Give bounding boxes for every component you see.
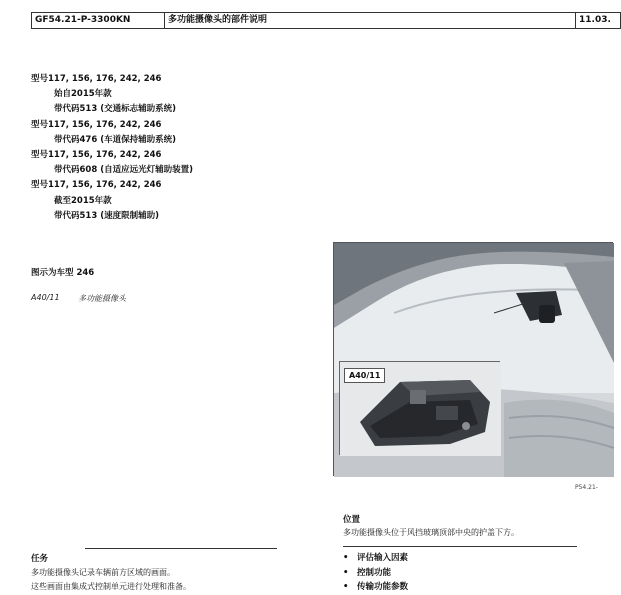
list-item: • 评估输入因素 bbox=[343, 553, 409, 563]
function-list bbox=[343, 551, 408, 595]
legend-text: 多功能摄像头 bbox=[78, 294, 126, 303]
position-title: 位置 bbox=[343, 515, 361, 525]
divider bbox=[343, 546, 577, 547]
detail-line: 带代码476 (车道保持辅助系统) bbox=[54, 134, 176, 145]
task-text bbox=[31, 566, 191, 593]
list-item: • 传输功能参数 bbox=[343, 582, 409, 592]
model-line: 型号117, 156, 176, 242, 246 bbox=[31, 180, 162, 191]
doc-date: 11.03. bbox=[579, 15, 611, 25]
inset-label: A40/11 bbox=[344, 368, 385, 383]
figure-caption: 图示为车型 246 bbox=[31, 268, 95, 278]
detail-line: 带代码513 (交通标志辅助系统) bbox=[54, 104, 176, 115]
doc-id: GF54.21-P-3300KN bbox=[32, 13, 165, 28]
model-line: 型号117, 156, 176, 242, 246 bbox=[31, 150, 162, 161]
figure-ref: P54.21- bbox=[575, 484, 598, 491]
detail-line: 带代码513 (速度限制辅助) bbox=[54, 210, 159, 221]
divider bbox=[85, 548, 277, 549]
list-item: • 控制功能 bbox=[343, 567, 392, 578]
detail-line: 带代码608 (自适应远光灯辅助装置) bbox=[54, 165, 193, 176]
applicability-list bbox=[31, 72, 193, 224]
detail-line: 始自2015年款 bbox=[54, 89, 112, 100]
legend-code: A40/11 bbox=[31, 293, 60, 302]
doc-title: 多功能摄像头的部件说明 bbox=[165, 13, 576, 28]
model-line: 型号117, 156, 176, 242, 246 bbox=[31, 119, 162, 130]
position-text: 多功能摄像头位于风挡玻璃顶部中央的护盖下方。 bbox=[343, 528, 519, 537]
document-header bbox=[31, 12, 621, 29]
detail-line: 截至2015年款 bbox=[54, 195, 112, 206]
model-line: 型号117, 156, 176, 242, 246 bbox=[31, 74, 162, 84]
task-title: 任务 bbox=[31, 554, 49, 564]
task-line: 多功能摄像头记录车辆前方区域的画面。 bbox=[31, 568, 175, 577]
task-line: 这些画面由集成式控制单元进行处理和准备。 bbox=[31, 581, 191, 591]
